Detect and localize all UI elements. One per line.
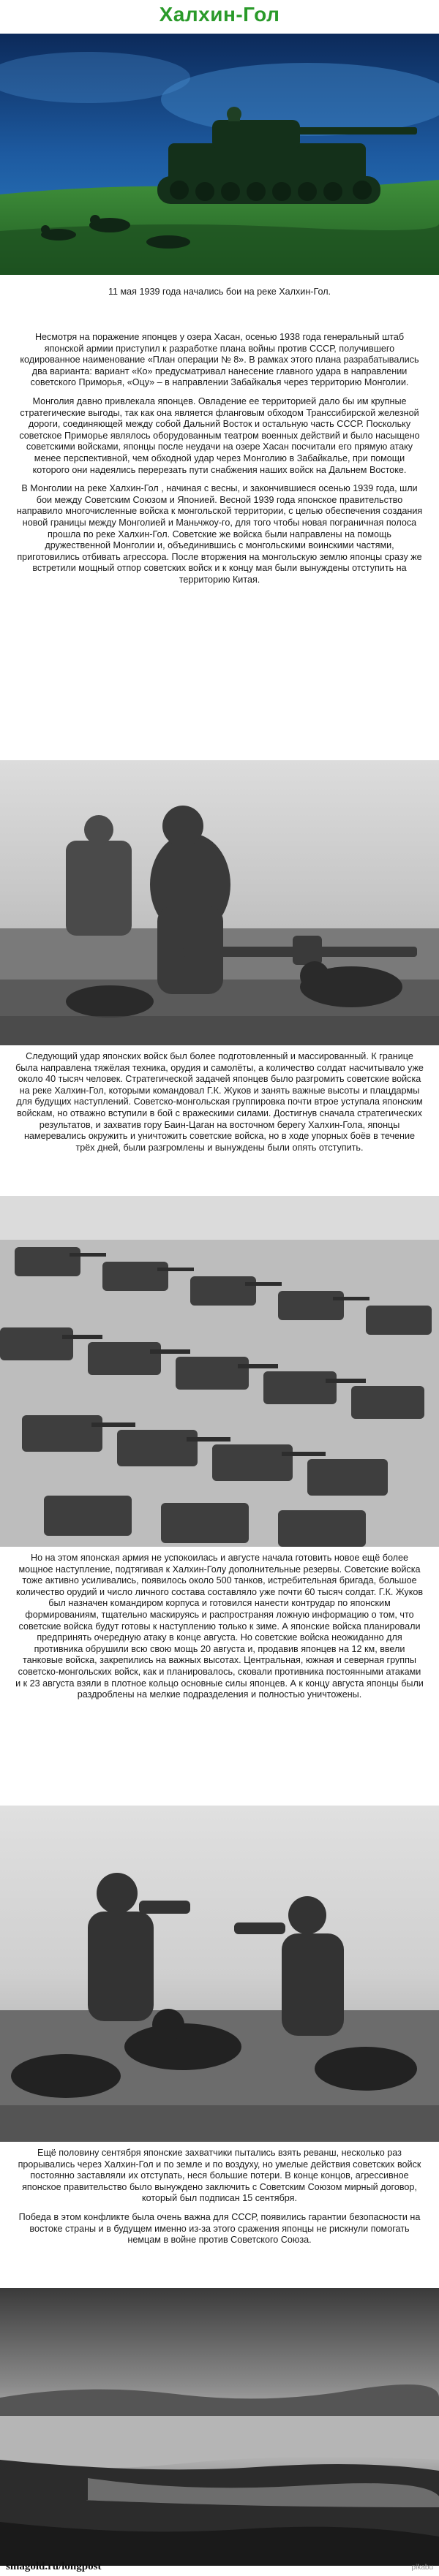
- intro-line: 11 мая 1939 года начались бои на реке Халхин-Гол.: [108, 287, 331, 297]
- paragraph: Несмотря на поражение японцев у озера Хасан, осенью 1938 года генеральный штаб японской армии приступил к разработке плана войны против СССР, получившего кодированное наименование «План операции № 8». В рамках этого плана разрабатывались два варианта: вариант «Ко» предусматривал нанесение главного удара в направлении советского Приморья, «Оцу» – в направлении Забайкалья через территорию Монголии.: [20, 332, 419, 388]
- section3-text: [15, 1553, 424, 1708]
- soldiers-rifle-photo: [0, 760, 439, 1045]
- river-landscape-photo: [0, 2288, 439, 2566]
- watermark: pikabu: [411, 2564, 433, 2572]
- section2-text: [15, 1051, 424, 1161]
- paragraph: Следующий удар японских войск был более подготовленный и массированный. К границе была направлена тяжёлая техника, орудия и самолёты, а количество солдат насчитывало уже около 40 тысяч человек. Стратегической задачей японцев было разгромить советские войска на реке Халхин-Гол, которыми командовал Г.К. Жуков и занять важные высоты и плацдармы для будущих наступлений. Советско-монгольская группировка почти втрое уступала японским войскам, но отважно вступили в бой с вражескими силами. Достигнув сначала стратегических результатов, и захватив гору Баин-Цаган на восточном берегу Халхин-Гола, японцы намеревались окружить и уничтожить советские войска, но в ходе упорных боёв в течение трёх дней, были разгромлены и вынуждены были опять отступить.: [15, 1051, 424, 1153]
- paragraph: Ещё половину сентября японские захватчики пытались взять реванш, несколько раз прорывались через Халхин-Гол и по земле и по воздуху, но умелые действия советских войск постоянно заставляли их отступать, неся большие потери. В конце концов, агрессивное японское правительство было вынуждено заключить с Советским Союзом мирный договор, который был подписан 15 сентября.: [18, 2148, 421, 2204]
- page-title: Халхин-Гол: [159, 3, 280, 26]
- paragraph: Победа в этом конфликте была очень важна для СССР, появились гарантии безопасности на востоке страны и в будущем именно из-за этого сражения японцы не рискнули помогать немцам в войне против Советского Союза.: [18, 2211, 421, 2246]
- section4-text: [15, 2148, 424, 2254]
- tank-column-photo: [0, 1196, 439, 1547]
- tank-steppe-image: [0, 34, 439, 275]
- intro-text: [15, 287, 424, 306]
- paragraph: Но на этом японская армия не успокоилась и августе начала готовить новое ещё более мощное наступление, подтягивая к Халхин-Голу дополнительные резервы. Советские войска тоже активно усиливались, появилось около 500 танков, истребительная бригада, большое количество орудий и число личного состава составляло уже почти 60 тысяч солдат. Г.К. Жуков был назначен командиром корпуса и готовился нанести контрудар по японским формированиям, тщательно маскируясь и распространяя ложную информацию о том, что советские войска будут готовы к наступлению только к зиме. А японские войска планировали предпринять очередную атаку в конце августа. Но советские войска неожиданно для противника обрушили всю свою мощь 20 августа и, продавив японцев на 12 км, ввели танковые войска, закрепились на важных высотах. Центральная, южная и северная группы советско-монгольских войск, как и планировалось, сковали противника постоянными атаками и к 23 августа взяли в плотное кольцо основные силы японцев. А к концу августа японцы были раздроблены на мелкие подразделения и полностью уничтожены.: [15, 1553, 424, 1700]
- section1-text: [15, 332, 424, 593]
- paragraph: В Монголии на реке Халхин-Гол , начиная с весны, и закончившиеся осенью 1939 года, шли бои между Советским Союзом и Японией. Весной 1939 года японское правительство направило многочисленные войска к монгольской территории, с целью обеспечения создания новой границы между Монголией и Маньчжоу-го, для того чтобы новая пограничная полоса прошла по реке Халхин-Гол. Советские же войска были направлены на помощь дружественной Монголии и, объединившись с монгольскими воинскими частями, приготовились отбивать агрессора. После вторжения на монгольскую землю японцы сразу же встретили мощный отпор советских войск и к концу мая были вынуждены отступить на территорию Китая.: [16, 483, 423, 585]
- source-link[interactable]: smagold.ru/longpost: [6, 2561, 102, 2572]
- officers-image: [0, 1806, 439, 2142]
- tank-steppe-photo: [0, 34, 439, 275]
- officers-photo: [0, 1806, 439, 2142]
- river-landscape-image: [0, 2288, 439, 2566]
- soldiers-rifle-image: [0, 760, 439, 1045]
- tank-column-image: [0, 1196, 439, 1547]
- paragraph: Монголия давно привлекала японцев. Овладение ее территорией дало бы им крупные стратегические выгоды, так как она является фланговым обходом Транссибирской железной дороги, соединяющей между собой Дальний Восток и остальную часть СССР. Поскольку советское Приморье являлось оборудованным театром военных действий и было насыщено советскими войсками, японцы после неудачи на озере Хасан посчитали его прямую атаку менее перспективной, чем обходной удар через Монголию в Забайкалье, при помощи которого они надеялись перерезать пути снабжения наших войск на Дальнем Востоке.: [19, 395, 420, 475]
